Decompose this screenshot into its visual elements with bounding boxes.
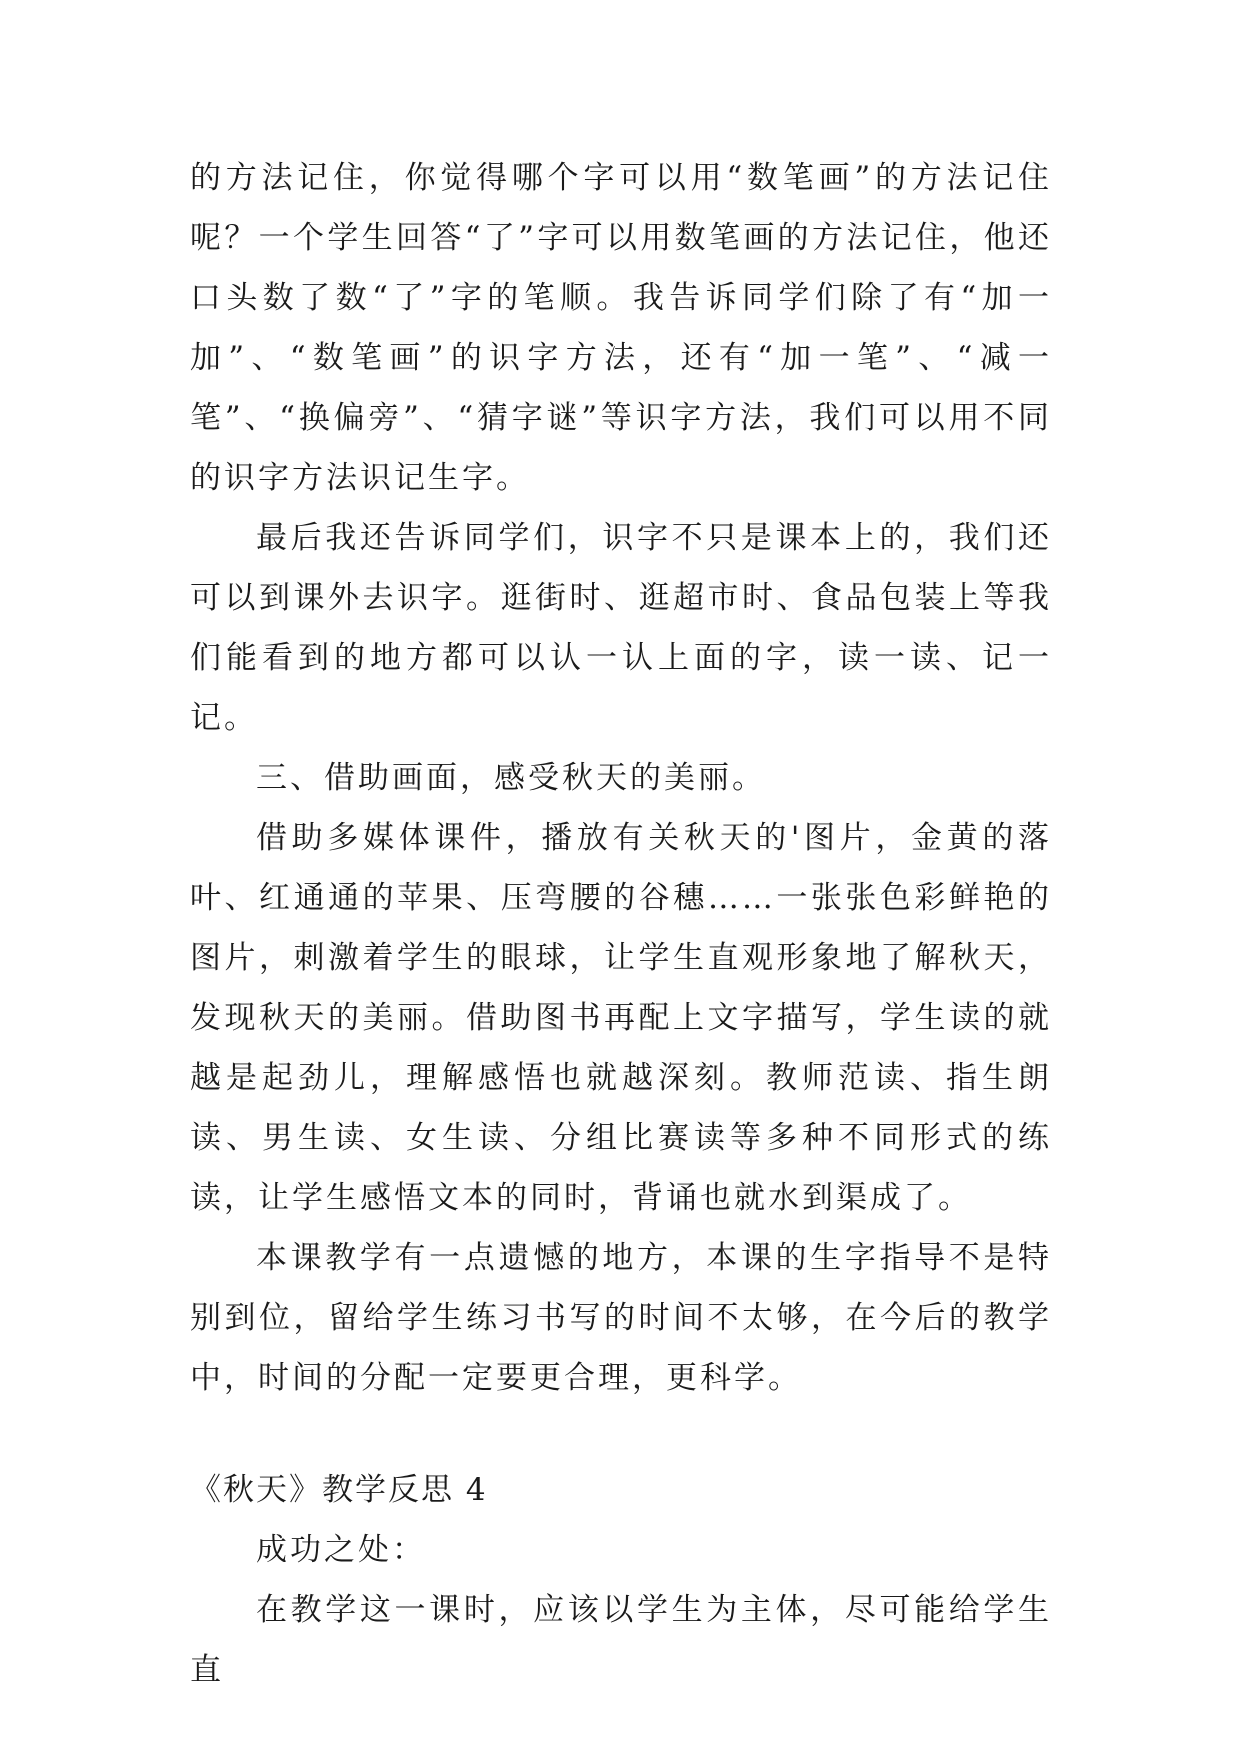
paragraph-teaching-start: 在教学这一课时，应该以学生为主体，尽可能给学生直	[190, 1592, 1052, 1688]
paragraph-success-label: 成功之处：	[256, 1532, 426, 1568]
paragraph-literacy-methods: 的方法记住，你觉得哪个字可以用“数笔画”的方法记住呢？一个学生回答“了”字可以用数笔画的方法记住，他还口头数了数“了”字的笔顺。我告诉同学们除了有“加一加”、“数笔画”的识字方法，还有“加一笔”、“减一笔”、“换偏旁”、“猜字谜”等识字方法，我们可以用不同的识字方法识记生字。	[190, 160, 1052, 496]
paragraph-regret: 本课教学有一点遗憾的地方，本课的生字指导不是特别到位，留给学生练习书写的时间不太够，在今后的教学中，时间的分配一定要更合理，更科学。	[190, 1240, 1052, 1396]
paragraph-section-three-heading: 三、借助画面，感受秋天的美丽。	[256, 760, 766, 796]
paragraph-multimedia-pictures: 借助多媒体课件，播放有关秋天的'图片，金黄的落叶、红通通的苹果、压弯腰的谷穗……一张张色彩鲜艳的图片，刺激着学生的眼球，让学生直观形象地了解秋天，发现秋天的美丽。借助图书再配上文字描写，学生读的就越是起劲儿，理解感悟也就越深刻。教师范读、指生朗读、男生读、女生读、分组比赛读等多种不同形式的练读，让学生感悟文本的同时，背诵也就水到渠成了。	[190, 820, 1052, 1216]
document-page	[190, 148, 1052, 1700]
section-title: 《秋天》教学反思 4	[190, 1472, 488, 1508]
paragraph-extracurricular-literacy: 最后我还告诉同学们，识字不只是课本上的，我们还可以到课外去识字。逛街时、逛超市时、食品包装上等我们能看到的地方都可以认一认上面的字，读一读、记一记。	[190, 520, 1052, 736]
